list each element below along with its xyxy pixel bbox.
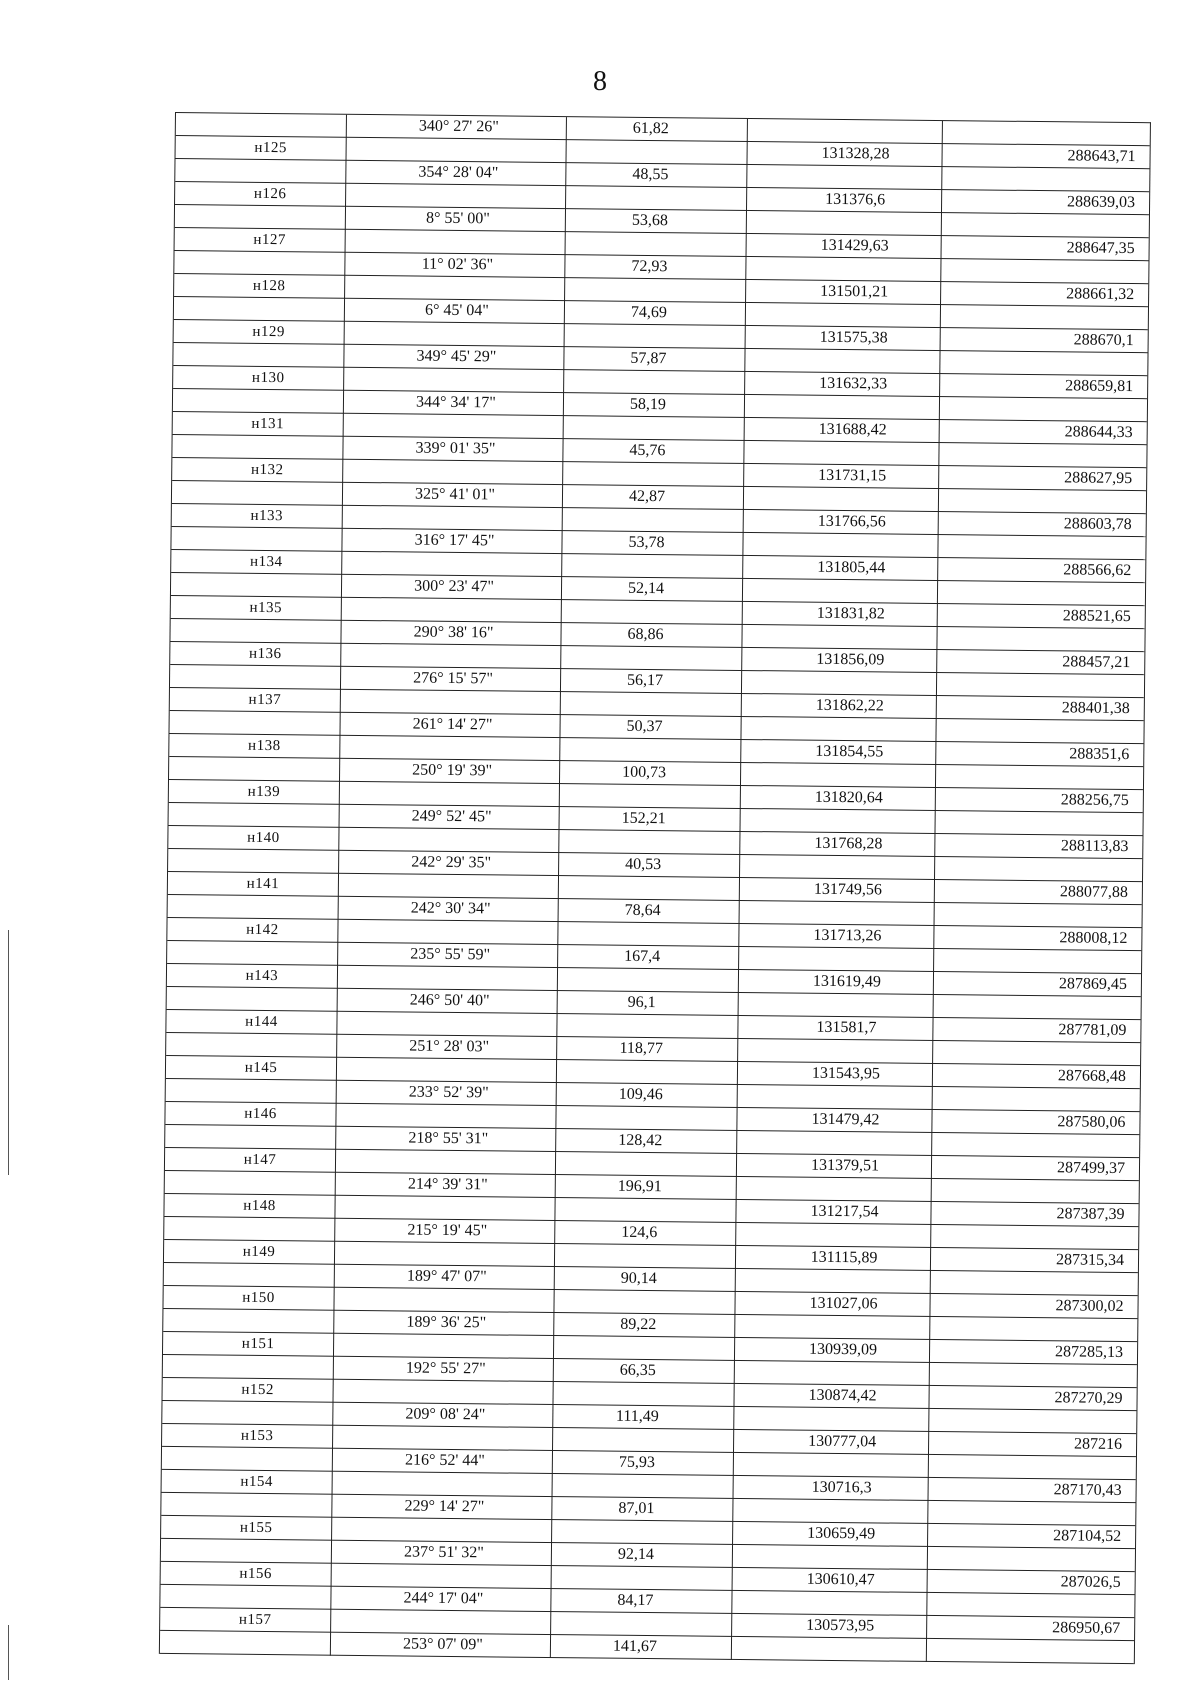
x-coordinate-cell: 130573,95 [806,1616,875,1635]
y-coordinate-cell: 288643,71 [1067,147,1136,166]
length-cell: 53,68 [631,211,668,230]
point-id-cell: н132 [250,461,284,479]
bearing-cell: 189° 36' 25" [406,1313,487,1332]
x-coordinate-cell: 131115,89 [810,1248,878,1267]
length-cell: 90,14 [620,1269,657,1288]
length-cell: 100,73 [622,763,667,782]
length-cell: 75,93 [618,1453,655,1472]
page-number: 8 [593,66,607,97]
point-id-cell: н137 [248,691,282,709]
x-coordinate-cell: 131749,56 [813,880,882,899]
y-coordinate-cell: 286950,67 [1052,1619,1121,1637]
length-cell: 109,46 [618,1085,663,1104]
length-cell: 87,01 [618,1499,655,1518]
y-coordinate-cell: 288077,88 [1059,883,1128,902]
length-cell: 61,82 [632,119,669,138]
y-coordinate-cell: 288566,62 [1063,561,1132,580]
x-coordinate-cell: 131856,09 [816,650,885,669]
bearing-cell: 229° 14' 27" [404,1497,485,1516]
y-coordinate-cell: 287499,37 [1056,1159,1126,1178]
length-cell: 196,91 [617,1177,662,1196]
point-id-cell: н129 [252,323,286,341]
point-id-cell: н138 [248,737,281,755]
y-coordinate-cell: 287869,45 [1058,975,1128,994]
point-id-cell: н148 [243,1197,276,1215]
point-id-cell: н131 [251,415,285,433]
y-coordinate-cell: 288603,78 [1063,515,1132,534]
y-coordinate-cell: 288647,35 [1066,239,1135,258]
bearing-cell: 249° 52' 45" [411,807,492,826]
x-coordinate-cell: 130659,49 [807,1524,876,1543]
bearing-cell: 340° 27' 26" [418,117,499,136]
x-coordinate-cell: 131768,28 [814,834,883,853]
scan-margin-mark [8,1625,9,1680]
x-coordinate-cell: 131688,42 [818,420,887,439]
x-coordinate-cell: 131379,51 [810,1156,880,1175]
x-coordinate-cell: 131479,42 [811,1110,880,1129]
point-id-cell: н128 [252,277,286,295]
x-coordinate-cell: 131862,22 [815,696,884,715]
point-id-cell: н135 [249,599,283,617]
y-coordinate-cell: 287285,13 [1054,1343,1124,1361]
x-coordinate-cell: 131501,21 [820,282,889,301]
point-id-cell: н140 [247,829,280,847]
length-cell: 68,86 [627,625,664,644]
bearing-cell: 11° 02' 36" [421,255,494,274]
point-id-cell: н153 [240,1427,274,1445]
point-id-cell: н142 [246,921,279,939]
point-id-cell: н134 [249,553,283,571]
length-cell: 42,87 [628,487,666,506]
length-cell: 53,78 [628,533,665,552]
x-coordinate-cell: 131543,95 [811,1064,881,1083]
length-cell: 72,93 [631,257,668,276]
length-cell: 78,64 [624,901,661,920]
y-coordinate-cell: 287387,39 [1056,1205,1125,1224]
bearing-cell: 235° 55' 59" [410,945,491,964]
length-cell: 58,19 [629,395,667,414]
bearing-cell: 214° 39' 31" [407,1175,488,1194]
y-coordinate-cell: 287216 [1074,1435,1123,1453]
length-cell: 141,67 [612,1637,658,1656]
y-coordinate-cell: 288351,6 [1069,745,1130,764]
y-coordinate-cell: 288401,38 [1061,699,1130,718]
length-cell: 48,55 [632,165,669,184]
length-cell: 50,37 [626,717,663,736]
bearing-cell: 261° 14' 27" [412,715,493,734]
bearing-cell: 246° 50' 40" [409,991,490,1010]
point-id-cell: н144 [245,1013,278,1031]
x-coordinate-cell: 131027,06 [809,1294,878,1313]
bearing-cell: 354° 28' 04" [418,163,499,182]
point-id-cell: н141 [246,875,280,893]
bearing-cell: 8° 55' 00" [425,209,490,228]
point-id-cell: н151 [241,1335,275,1353]
bearing-cell: 6° 45' 04" [424,301,489,320]
x-coordinate-cell: 131854,55 [815,742,884,761]
bearing-cell: 237° 51' 32" [403,1543,484,1562]
y-coordinate-cell: 288521,65 [1062,607,1131,626]
length-cell: 124,6 [621,1223,658,1242]
x-coordinate-cell: 130939,09 [808,1340,878,1359]
bearing-cell: 189° 47' 07" [406,1267,487,1286]
length-cell: 111,49 [615,1407,659,1426]
point-id-cell: н152 [241,1381,274,1399]
bearing-cell: 344° 34' 17" [415,393,496,412]
y-coordinate-cell: 288670,1 [1073,331,1134,350]
bearing-cell: 325° 41' 01" [415,485,496,504]
point-id-cell: н136 [248,645,282,663]
x-coordinate-cell: 131731,15 [818,466,887,485]
length-cell: 84,17 [617,1591,654,1610]
length-cell: 167,4 [624,947,661,966]
y-coordinate-cell: 287104,52 [1053,1527,1122,1545]
x-coordinate-cell: 131217,54 [810,1202,879,1221]
y-coordinate-cell: 287781,09 [1058,1021,1127,1040]
bearing-cell: 300° 23' 47" [414,577,495,596]
bearing-cell: 244° 17' 04" [403,1589,484,1608]
y-coordinate-cell: 287668,48 [1057,1067,1127,1086]
y-coordinate-cell: 288008,12 [1059,929,1128,948]
y-coordinate-cell: 287270,29 [1054,1389,1123,1407]
x-coordinate-cell: 131831,82 [816,604,885,623]
length-cell: 92,14 [617,1545,655,1564]
y-coordinate-cell: 288659,81 [1065,377,1134,396]
y-coordinate-cell: 287170,43 [1053,1481,1122,1499]
length-cell: 128,42 [618,1131,663,1150]
scan-margin-mark [8,930,9,1175]
x-coordinate-cell: 131820,64 [814,788,883,807]
x-coordinate-cell: 131328,28 [821,144,890,163]
x-coordinate-cell: 130716,3 [811,1478,872,1497]
y-coordinate-cell: 287315,34 [1055,1251,1125,1270]
length-cell: 152,21 [621,809,666,828]
point-id-cell: н145 [244,1059,278,1077]
bearing-cell: 233° 52' 39" [408,1083,489,1102]
length-cell: 118,77 [619,1039,664,1058]
point-id-cell: н126 [253,185,287,203]
point-id-cell: н146 [244,1105,277,1123]
length-cell: 66,35 [619,1361,656,1380]
x-coordinate-cell: 130777,04 [808,1432,877,1451]
x-coordinate-cell: 131575,38 [819,328,888,347]
bearing-cell: 290° 38' 16" [413,623,494,642]
length-cell: 96,1 [627,993,656,1012]
bearing-cell: 242° 29' 35" [411,853,492,872]
bearing-cell: 216° 52' 44" [404,1451,485,1470]
point-id-cell: н139 [247,783,281,801]
point-id-cell: н130 [251,369,285,387]
length-cell: 56,17 [626,671,664,690]
point-id-cell: н143 [245,967,279,985]
bearing-cell: 276° 15' 57" [413,669,494,688]
point-id-cell: н150 [242,1289,275,1307]
length-cell: 74,69 [630,303,668,322]
bearing-cell: 349° 45' 29" [416,347,497,366]
x-coordinate-cell: 131766,56 [817,512,886,531]
bearing-cell: 316° 17' 45" [414,531,495,550]
point-id-cell: н149 [242,1243,276,1261]
x-coordinate-cell: 131619,49 [812,972,882,991]
length-cell: 40,53 [625,855,662,874]
x-coordinate-cell: 130610,47 [806,1570,875,1589]
y-coordinate-cell: 287580,06 [1057,1113,1126,1132]
length-cell: 57,87 [630,349,667,368]
bearing-cell: 242° 30' 34" [410,899,491,918]
point-id-cell: н127 [253,231,287,249]
point-id-cell: н147 [243,1151,277,1169]
y-coordinate-cell: 287300,02 [1055,1297,1124,1315]
y-coordinate-cell: 288661,32 [1066,285,1135,304]
x-coordinate-cell: 131713,26 [813,926,882,945]
point-id-cell: н155 [239,1519,273,1537]
x-coordinate-cell: 130874,42 [808,1386,877,1405]
length-cell: 89,22 [620,1315,657,1334]
point-id-cell: н133 [250,507,284,525]
x-coordinate-cell: 131805,44 [817,558,886,577]
length-cell: 45,76 [629,441,666,460]
point-id-cell: н125 [254,139,287,157]
bearing-cell: 251° 28' 03" [409,1037,490,1056]
bearing-cell: 339° 01' 35" [415,439,496,458]
coordinates-table [159,112,1151,1664]
point-id-cell: н156 [239,1565,273,1583]
point-id-cell: н157 [238,1611,272,1629]
x-coordinate-cell: 131429,63 [820,236,889,255]
x-coordinate-cell: 131632,33 [819,374,888,393]
y-coordinate-cell: 288627,95 [1064,469,1133,488]
length-cell: 52,14 [627,579,665,598]
y-coordinate-cell: 288113,83 [1060,837,1129,856]
x-coordinate-cell: 131376,6 [825,190,886,209]
bearing-cell: 218° 55' 31" [408,1129,489,1148]
y-coordinate-cell: 288457,21 [1062,653,1131,672]
x-coordinate-cell: 131581,7 [816,1018,877,1037]
point-id-cell: н154 [240,1473,274,1491]
bearing-cell: 192° 55' 27" [405,1359,486,1378]
bearing-cell: 250° 19' 39" [412,761,493,780]
y-coordinate-cell: 288639,03 [1067,193,1136,212]
bearing-cell: 253° 07' 09" [402,1635,483,1654]
y-coordinate-cell: 287026,5 [1060,1573,1121,1591]
bearing-cell: 215° 19' 45" [407,1221,488,1240]
y-coordinate-cell: 288256,75 [1060,791,1129,810]
bearing-cell: 209° 08' 24" [405,1405,486,1424]
y-coordinate-cell: 288644,33 [1064,423,1133,442]
